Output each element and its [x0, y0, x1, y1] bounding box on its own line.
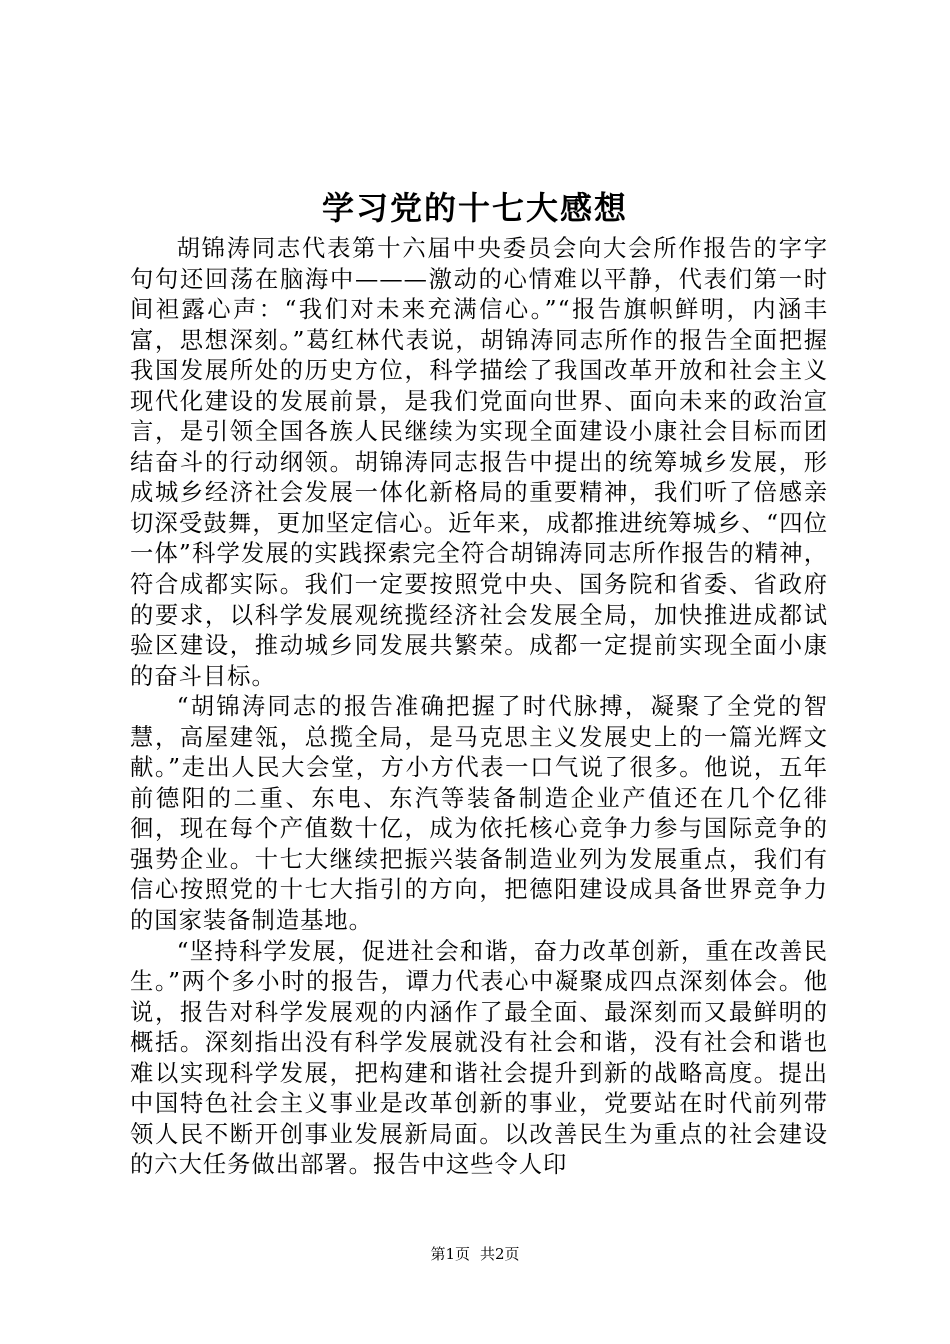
page-number: 第1页 [430, 1245, 470, 1263]
document-body [130, 234, 828, 1181]
paragraph: “胡锦涛同志的报告准确把握了时代脉搏，凝聚了全党的智慧，高屋建瓴，总揽全局，是马克思主义发展史上的一篇光辉文献。”走出人民大会堂，方小方代表一口气说了很多。他说，五年前德阳的二重、东电、东汽等装备制造企业产值还在几个亿徘徊，现在每个产值数十亿，成为依托核心竞争力参与国际竞争的强势企业。十七大继续把振兴装备制造业列为发展重点，我们有信心按照党的十七大指引的方向，把德阳建设成具备世界竞争力的国家装备制造基地。 [130, 693, 828, 935]
paragraph: 胡锦涛同志代表第十六届中央委员会向大会所作报告的字字句句还回荡在脑海中———激动的心情难以平静，代表们第一时间袒露心声：“我们对未来充满信心。”“报告旗帜鲜明，内涵丰富，思想深刻。”葛红林代表说，胡锦涛同志所作的报告全面把握我国发展所处的历史方位，科学描绘了我国改革开放和社会主义现代化建设的发展前景，是我们党面向世界、面向未来的政治宣言，是引领全国各族人民继续为实现全面建设小康社会目标而团结奋斗的行动纲领。胡锦涛同志报告中提出的统筹城乡发展，形成城乡经济社会发展一体化新格局的重要精神，我们听了倍感亲切深受鼓舞，更加坚定信心。近年来，成都推进统筹城乡、“四位一体”科学发展的实践探索完全符合胡锦涛同志所作报告的精神，符合成都实际。我们一定要按照党中央、国务院和省委、省政府的要求，以科学发展观统揽经济社会发展全局，加快推进成都试验区建设，推动城乡同发展共繁荣。成都一定提前实现全面小康的奋斗目标。 [130, 235, 828, 690]
page-total: 共2页 [480, 1245, 520, 1263]
document-title: 学习党的十七大感想 [321, 189, 628, 227]
paragraph: “坚持科学发展，促进社会和谐，奋力改革创新，重在改善民生。”两个多小时的报告，谭力代表心中凝聚成四点深刻体会。他说，报告对科学发展观的内涵作了最全面、最深刻而又最鲜明的概括。深刻指出没有科学发展就没有社会和谐，没有社会和谐也难以实现科学发展，把构建和谐社会提升到新的战略高度。提出中国特色社会主义事业是改革创新的事业，党要站在时代前列带领人民不断开创事业发展新局面。以改善民生为重点的社会建设的六大任务做出部署。报告中这些令人印 [130, 937, 828, 1179]
page-footer [0, 1244, 950, 1264]
